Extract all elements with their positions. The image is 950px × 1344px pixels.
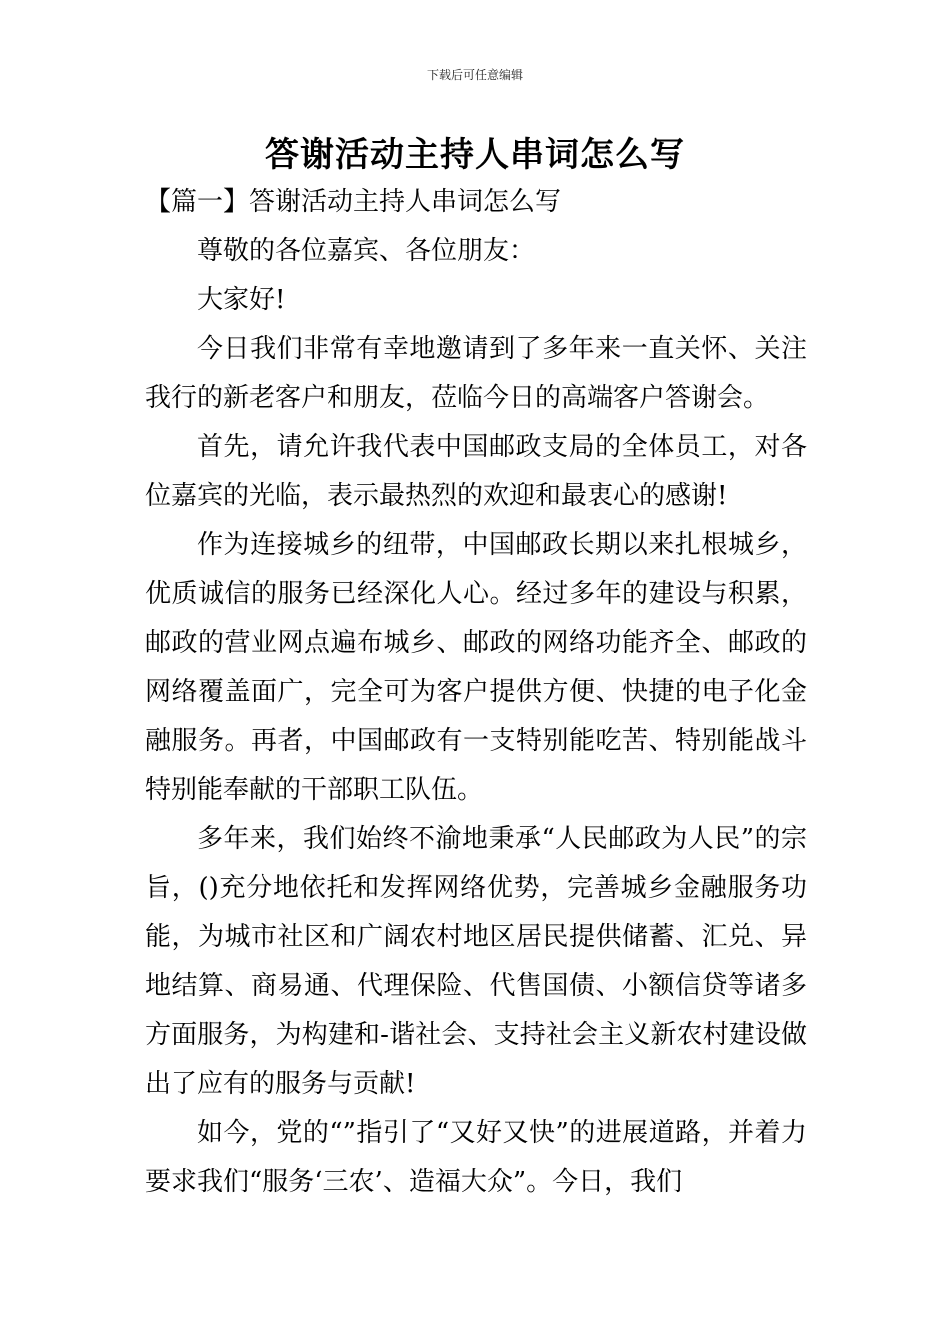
document-title: 答谢活动主持人串词怎么写 xyxy=(265,135,685,175)
paragraph-hello: 大家好! xyxy=(197,285,286,315)
paragraph-thanks: 首先，请允许我代表中国邮政支局的全体员工，对各位嘉宾的光临，表示最热烈的欢迎和最衷心的感谢! xyxy=(145,432,807,511)
paragraph-current-direction: 如今，党的“”指引了“又好又快”的进展道路，并着力要求我们“服务‘三农’、造福大众”。今日，我们 xyxy=(145,1118,807,1197)
section-heading: 【篇一】答谢活动主持人串词怎么写 xyxy=(145,187,562,217)
paragraph-postal-network: 作为连接城乡的纽带，中国邮政长期以来扎根城乡，优质诚信的服务已经深化人心。经过多年的建设与积累，邮政的营业网点遍布城乡、邮政的网络功能齐全、邮政的网络覆盖面广，完全可为客户提供方便、快捷的电子化金融服务。再者，中国邮政有一支特别能吃苦、特别能战斗特别能奉献的干部职工队伍。 xyxy=(145,530,807,805)
page-header-note: 下载后可任意编辑 xyxy=(426,68,523,82)
paragraph-welcome: 今日我们非常有幸地邀请到了多年来一直关怀、关注我行的新老客户和朋友，莅临今日的高端客户答谢会。 xyxy=(145,334,807,413)
paragraph-greeting: 尊敬的各位嘉宾、各位朋友： xyxy=(197,236,536,266)
paragraph-service-history: 多年来，我们始终不渝地秉承“人民邮政为人民”的宗旨，()充分地依托和发挥网络优势，完善城乡金融服务功能，为城市社区和广阔农村地区居民提供储蓄、汇兑、异地结算、商易通、代理保险、代售国债、小额信贷等诸多方面服务，为构建和-谐社会、支持社会主义新农村建设做出了应有的服务与贡献! xyxy=(145,824,807,1099)
document-body xyxy=(145,178,807,1207)
